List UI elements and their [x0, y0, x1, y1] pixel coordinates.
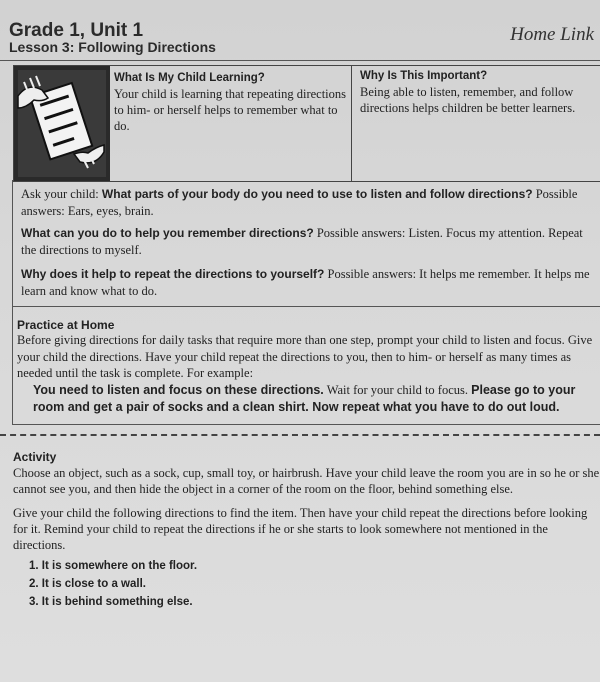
- ask-prefix: Ask your child:: [21, 187, 102, 201]
- question-3: [21, 266, 600, 300]
- practice-section: [12, 306, 600, 425]
- activity-step: 1. It is somewhere on the floor.: [29, 560, 198, 572]
- practice-text: Before giving directions for daily tasks that require more than one step, prompt your child to listen and focus. Give your child the directions. Have your child repeat the directions to you, then to him- or herself as many times as needed until the task is complete. For example:: [17, 333, 593, 380]
- lesson-title: Lesson 3: Following Directions: [9, 39, 216, 55]
- example-directions-2: Please go to your room and get a pair of socks and a clean shirt. Now repeat what you have to do out loud.: [33, 383, 576, 414]
- info-box: [13, 65, 600, 182]
- home-link-label: Home Link: [510, 24, 594, 45]
- activity-step: 3. It is behind something else.: [29, 596, 193, 608]
- practice-example: [33, 382, 600, 416]
- activity-section: [13, 450, 600, 611]
- learning-heading: What Is My Child Learning?: [114, 72, 265, 84]
- cut-line: [0, 434, 600, 436]
- importance-text: Being able to listen, remember, and follow directions helps children be better learners.: [360, 85, 576, 115]
- activity-title: Activity: [13, 450, 57, 464]
- hands-document-icon: [14, 66, 110, 181]
- importance-column: [360, 70, 600, 116]
- activity-text-2: Give your child the following directions to find the item. Then have your child repeat the directions before looking for it. Remind your child to repeat the directions if he or she starts to look somewhere not mentioned in the directions.: [13, 506, 588, 552]
- example-note: Wait for your child to focus.: [326, 383, 469, 397]
- question-1: [21, 186, 600, 220]
- question-3-text: Why does it help to repeat the directions to yourself?: [21, 267, 325, 281]
- question-1-text: What parts of your body do you need to use to listen and follow directions?: [101, 187, 533, 201]
- answer-1-text: Possible answers: Ears, eyes, brain.: [21, 187, 578, 218]
- answer-2-text: Possible answers: Listen. Focus my attention. Repeat the directions to myself.: [21, 226, 583, 257]
- importance-heading: Why Is This Important?: [360, 70, 488, 82]
- activity-step: 2. It is close to a wall.: [29, 578, 146, 590]
- learning-text: Your child is learning that repeating directions to him- or herself helps to remember what to do.: [114, 87, 347, 133]
- practice-title: Practice at Home: [17, 318, 115, 332]
- activity-text-1: Choose an object, such as a sock, cup, small toy, or hairbrush. Have your child leave the room you are in so he or she cannot see you, and then hide the object in a corner of the room on the floor, behind something else.: [13, 466, 600, 496]
- question-2: [21, 225, 600, 259]
- ask-section: [12, 180, 600, 307]
- column-divider: [351, 66, 352, 181]
- header-rule: [0, 60, 600, 61]
- grade-title: Grade 1, Unit 1: [9, 20, 144, 41]
- example-directions-1: You need to listen and focus on these directions.: [33, 383, 324, 397]
- answer-3-text: Possible answers: It helps me remember. It helps me learn and know what to do.: [21, 267, 590, 298]
- question-2-text: What can you do to help you remember directions?: [21, 226, 314, 240]
- learning-column: [114, 72, 349, 134]
- activity-steps: [13, 557, 600, 611]
